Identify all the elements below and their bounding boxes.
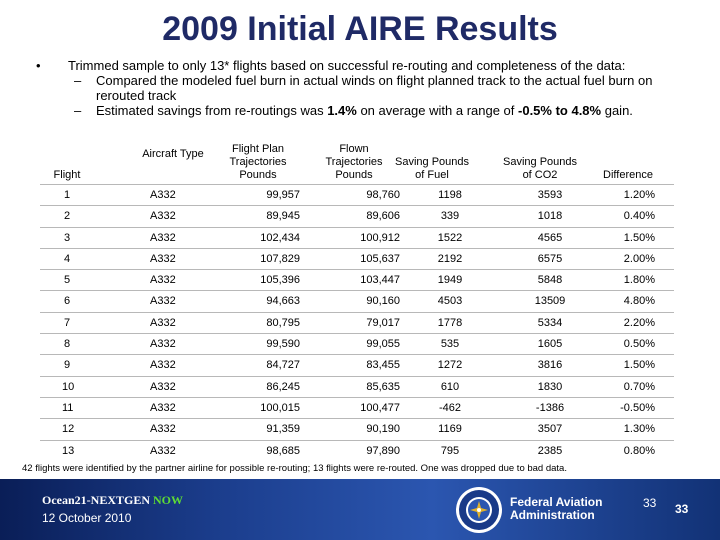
table-row — [40, 440, 674, 461]
cell-saving-co2: 3816 — [537, 359, 563, 372]
agency-line2: Administration — [510, 508, 595, 522]
cell-saving-co2: 1830 — [537, 380, 563, 393]
cell-aircraft-type: A332 — [150, 359, 176, 372]
cell-flown: 90,160 — [366, 295, 400, 308]
cell-flight-plan: 94,663 — [266, 295, 300, 308]
slide-title: 2009 Initial AIRE Results — [162, 10, 558, 48]
cell-aircraft-type: A332 — [150, 380, 176, 393]
sub-bullet-text: on average with a range of — [356, 103, 519, 118]
cell-flight-plan: 99,957 — [266, 189, 300, 201]
header-flight-plan: Flight Plan Trajectories Pounds — [229, 143, 287, 181]
cell-flight-plan: 102,434 — [260, 231, 300, 244]
cell-saving-co2: -1386 — [535, 401, 565, 414]
sub-bullet-item — [36, 73, 696, 103]
cell-saving-co2: 4565 — [537, 231, 563, 244]
cell-saving-fuel: 4503 — [437, 295, 463, 308]
cell-difference: 4.80% — [623, 295, 655, 308]
cell-flight: 5 — [63, 274, 71, 287]
cell-difference: 0.70% — [623, 380, 655, 393]
header-aircraft-type: Aircraft Type — [142, 148, 204, 160]
cell-saving-co2: 3593 — [537, 189, 563, 201]
sub-bullet-text: Compared the modeled fuel burn in actual winds on flight planned track to the actual fuel burn on rerouted track — [96, 73, 653, 103]
cell-aircraft-type: A332 — [150, 401, 176, 414]
cell-saving-co2: 1605 — [537, 338, 563, 351]
program-now: NOW — [153, 493, 183, 507]
table-row — [40, 333, 674, 354]
sub-bullet-text: gain. — [601, 103, 633, 118]
cell-saving-fuel: 795 — [440, 444, 460, 457]
sub-bullet-item — [36, 103, 696, 118]
cell-flown: 105,637 — [360, 252, 400, 265]
bullet-dot-icon: • — [36, 58, 41, 73]
cell-flown: 98,760 — [366, 189, 400, 201]
cell-flown: 100,912 — [360, 231, 400, 244]
cell-flight-plan: 80,795 — [266, 316, 300, 329]
header-saving-fuel: Saving Pounds of Fuel — [395, 156, 469, 181]
cell-flight-plan: 84,727 — [266, 359, 300, 372]
faa-seal-icon — [455, 486, 503, 534]
dash-icon: – — [74, 73, 82, 88]
cell-difference: 0.40% — [623, 210, 655, 223]
cell-flight: 3 — [63, 231, 71, 244]
footer-left — [42, 493, 183, 525]
table-row — [40, 312, 674, 333]
program-label: Ocean21-NEXTGEN — [42, 493, 150, 507]
header-flown: Flown Trajectories Pounds — [325, 143, 383, 181]
cell-difference: 0.80% — [623, 444, 655, 457]
bullet-list — [36, 58, 696, 118]
table-row — [40, 227, 674, 248]
cell-saving-fuel: 1272 — [437, 359, 463, 372]
table-row — [40, 205, 674, 226]
slide-number: 33 — [675, 502, 689, 516]
cell-flight-plan: 105,396 — [260, 274, 300, 287]
cell-flown: 85,635 — [366, 380, 400, 393]
table-row — [40, 290, 674, 311]
sub-bullet-text: Estimated savings from re-routings was — [96, 103, 328, 118]
table-body — [40, 184, 674, 461]
cell-difference: -0.50% — [620, 401, 655, 414]
average-savings: 1.4% — [327, 103, 357, 118]
cell-flight-plan: 98,685 — [266, 444, 300, 457]
cell-flight: 9 — [63, 359, 71, 372]
table-row — [40, 376, 674, 397]
cell-saving-fuel: 2192 — [437, 252, 463, 265]
cell-flown: 90,190 — [366, 423, 400, 436]
program-name — [42, 493, 183, 508]
cell-aircraft-type: A332 — [150, 444, 176, 457]
cell-flight-plan: 100,015 — [260, 401, 300, 414]
header-saving-co2: Saving Pounds of CO2 — [503, 156, 577, 181]
cell-aircraft-type: A332 — [150, 252, 176, 265]
cell-saving-co2: 1018 — [537, 210, 563, 223]
cell-saving-co2: 6575 — [537, 252, 563, 265]
cell-flown: 100,477 — [360, 401, 400, 414]
cell-flight-plan: 86,245 — [266, 380, 300, 393]
cell-saving-co2: 2385 — [537, 444, 563, 457]
header-difference: Difference — [603, 169, 653, 181]
cell-aircraft-type: A332 — [150, 231, 176, 244]
cell-aircraft-type: A332 — [150, 423, 176, 436]
cell-difference: 2.00% — [623, 252, 655, 265]
footnote: 42 flights were identified by the partner airline for possible re-routing; 13 flights were re-routed. One was dropped due to bad data. — [22, 463, 567, 474]
cell-aircraft-type: A332 — [150, 338, 176, 351]
page-number: 33 — [643, 496, 657, 510]
cell-flight: 11 — [62, 401, 74, 414]
cell-saving-fuel: 1778 — [437, 316, 463, 329]
cell-difference: 1.50% — [623, 359, 655, 372]
table-row — [40, 418, 674, 439]
cell-difference: 1.30% — [623, 423, 655, 436]
table-row — [40, 248, 674, 269]
cell-aircraft-type: A332 — [150, 295, 176, 308]
cell-flight: 8 — [63, 338, 71, 351]
table-header — [40, 138, 674, 184]
cell-flight-plan: 89,945 — [266, 210, 300, 223]
cell-saving-fuel: 535 — [440, 338, 460, 351]
agency-line1: Federal Aviation — [510, 495, 603, 509]
cell-saving-fuel: 1522 — [437, 231, 463, 244]
bullet-text: Trimmed sample to only 13* flights based on successful re-routing and completeness of the data: — [68, 58, 626, 73]
table-row — [40, 354, 674, 375]
cell-saving-co2: 5334 — [537, 316, 563, 329]
dash-icon: – — [74, 103, 82, 118]
cell-flown: 103,447 — [360, 274, 400, 287]
cell-flight: 10 — [62, 380, 75, 393]
cell-saving-fuel: 339 — [440, 210, 460, 223]
cell-aircraft-type: A332 — [150, 210, 176, 223]
cell-flown: 79,017 — [366, 316, 400, 329]
cell-aircraft-type: A332 — [150, 274, 176, 287]
cell-saving-fuel: 1949 — [437, 274, 463, 287]
cell-flown: 97,890 — [366, 444, 400, 457]
cell-flight-plan: 91,359 — [266, 423, 300, 436]
cell-flight-plan: 99,590 — [266, 338, 300, 351]
cell-flight-plan: 107,829 — [260, 252, 300, 265]
cell-difference: 1.20% — [623, 189, 655, 201]
cell-saving-co2: 3507 — [537, 423, 563, 436]
table-row — [40, 269, 674, 290]
cell-flight: 6 — [63, 295, 71, 308]
table-row — [40, 397, 674, 418]
cell-difference: 1.50% — [623, 231, 655, 244]
footer-date: 12 October 2010 — [42, 511, 132, 525]
cell-aircraft-type: A332 — [150, 316, 176, 329]
cell-flight: 1 — [63, 189, 71, 201]
cell-difference: 1.80% — [623, 274, 655, 287]
agency-name — [510, 496, 602, 522]
results-table — [40, 138, 674, 461]
cell-flown: 89,606 — [366, 210, 400, 223]
bullet-item — [36, 58, 696, 73]
cell-saving-co2: 13509 — [534, 295, 566, 308]
cell-flown: 83,455 — [366, 359, 400, 372]
cell-flight: 13 — [62, 444, 75, 457]
table-row — [40, 184, 674, 205]
cell-flight: 4 — [63, 252, 71, 265]
header-flight: Flight — [53, 169, 81, 181]
cell-saving-fuel: 1198 — [438, 189, 462, 201]
cell-saving-co2: 5848 — [537, 274, 563, 287]
cell-saving-fuel: -462 — [438, 401, 462, 414]
cell-flight: 12 — [62, 423, 75, 436]
cell-flown: 99,055 — [366, 338, 400, 351]
savings-range: -0.5% to 4.8% — [518, 103, 602, 118]
cell-flight: 7 — [63, 316, 71, 329]
cell-difference: 2.20% — [623, 316, 655, 329]
cell-difference: 0.50% — [623, 338, 655, 351]
cell-aircraft-type: A332 — [150, 189, 176, 201]
cell-saving-fuel: 1169 — [438, 423, 462, 436]
cell-flight: 2 — [63, 210, 71, 223]
cell-saving-fuel: 610 — [440, 380, 460, 393]
